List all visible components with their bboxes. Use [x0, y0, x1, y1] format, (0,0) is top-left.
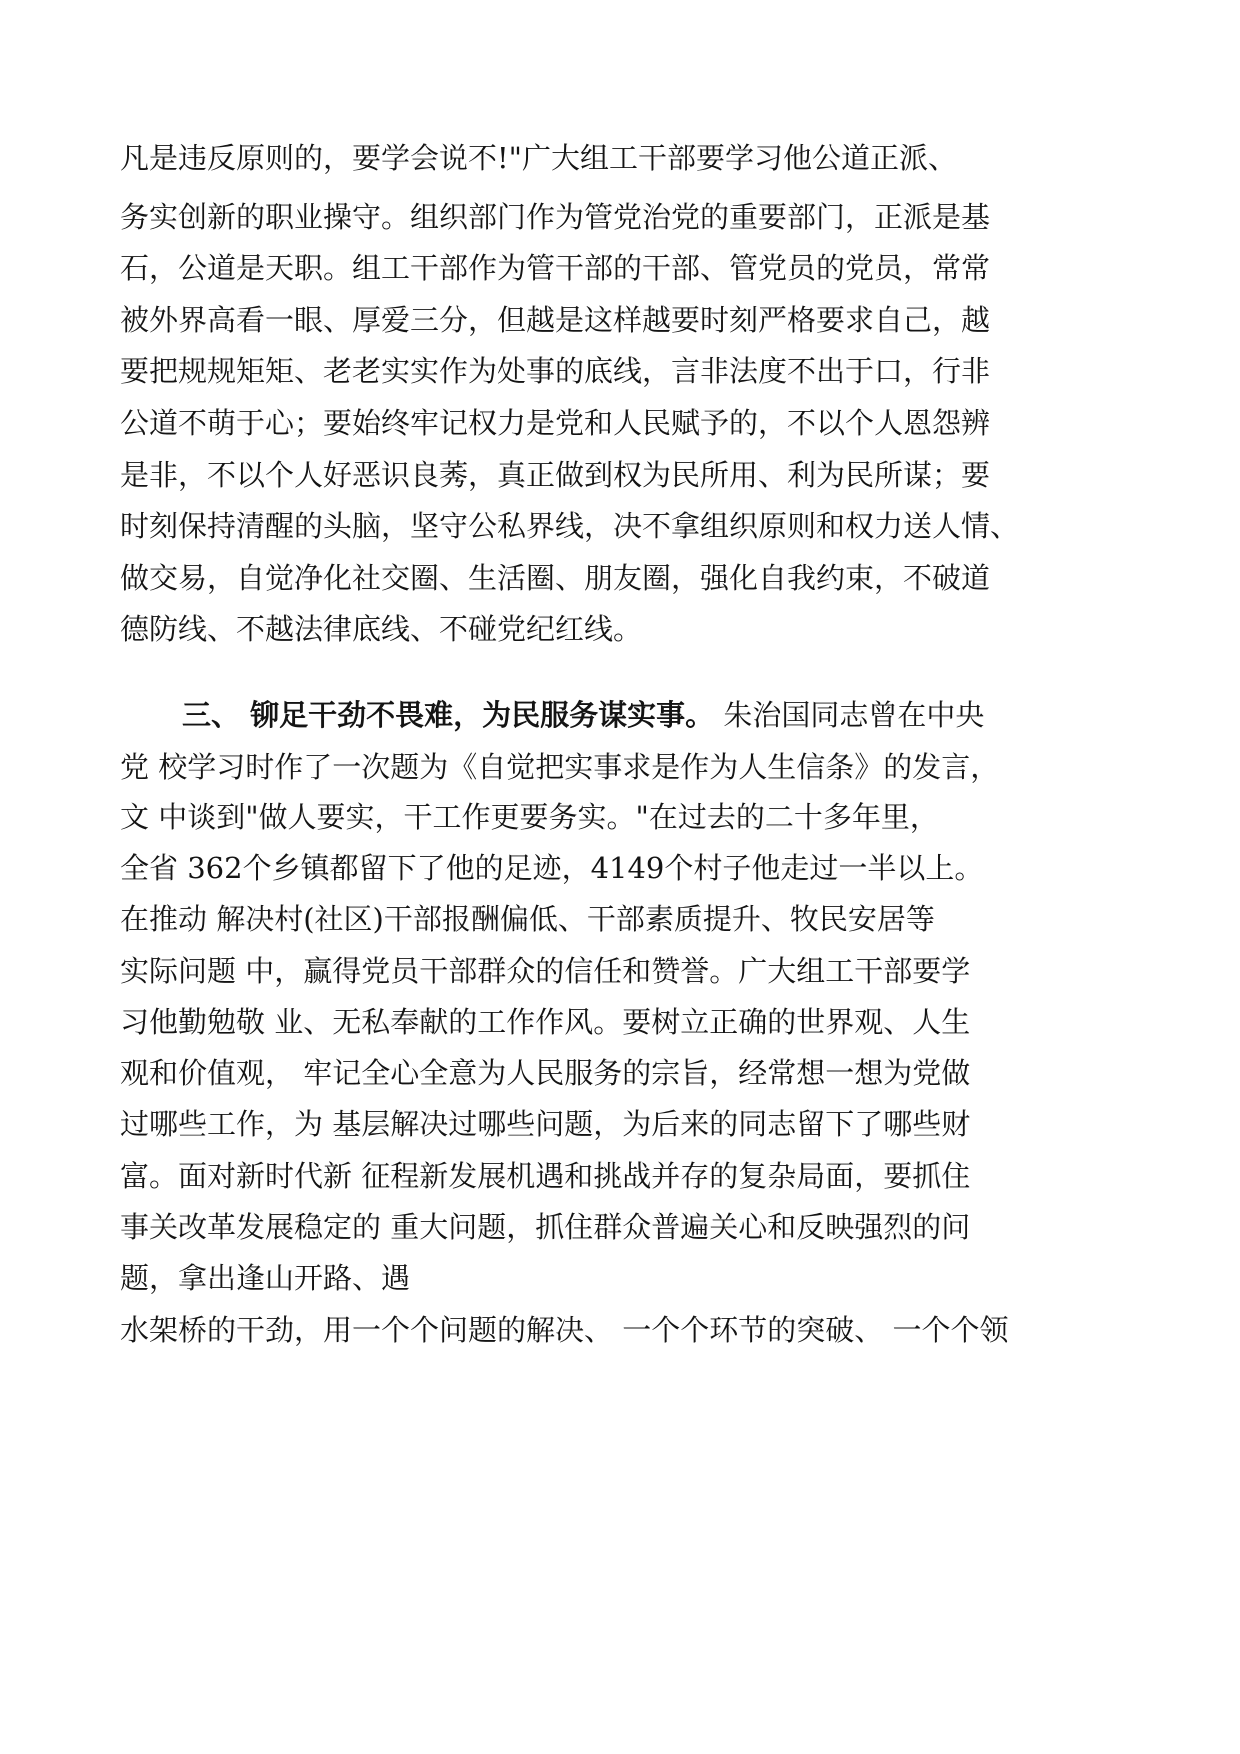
- paragraph-line: 是非，不以个人好恶识良莠，真正做到权为民所用、利为民所谋；要: [120, 458, 991, 492]
- paragraph-line: 党 校学习时作了一次题为《自觉把实事求是作为人生信条》的发言，: [120, 750, 1000, 784]
- paragraph-line: 要把规规矩矩、老老实实作为处事的底线，言非法度不出于口，行非: [120, 354, 991, 388]
- paragraph-line: 做交易，自觉净化社交圈、生活圈、朋友圈，强化自我约束，不破道: [120, 561, 991, 595]
- paragraph-line: 务实创新的职业操守。组织部门作为管党治党的重要部门，正派是基: [120, 200, 991, 234]
- paragraph-line: 习他勤勉敬 业、无私奉献的工作作风。要树立正确的世界观、人生: [120, 1005, 971, 1039]
- paragraph-line: 石，公道是天职。组工干部作为管干部的干部、管党员的党员，常常: [120, 251, 991, 285]
- paragraph-line: 富。面对新时代新 征程新发展机遇和挑战并存的复杂局面，要抓住: [120, 1159, 971, 1193]
- paragraph-line: 文 中谈到"做人要实，干工作更要务实。"在过去的二十多年里，: [120, 800, 939, 834]
- paragraph-line: 全省 362个乡镇都留下了他的足迹，4149个村子他走过一半以上。: [120, 851, 984, 885]
- paragraph-line: 事关改革发展稳定的 重大问题，抓住群众普遍关心和反映强烈的问: [120, 1210, 971, 1244]
- paragraph-line: 被外界高看一眼、厚爱三分，但越是这样越要时刻严格要求自己，越: [120, 303, 991, 337]
- section-heading: 三、 铆足干劲不畏难，为民服务谋实事。: [182, 698, 715, 732]
- paragraph-line: 观和价值观， 牢记全心全意为人民服务的宗旨，经常想一想为党做: [120, 1056, 971, 1090]
- paragraph-line: 题，拿出逢山开路、遇: [120, 1261, 411, 1295]
- paragraph-line: 时刻保持清醒的头脑，坚守公私界线，决不拿组织原则和权力送人情、: [120, 509, 1020, 543]
- paragraph-line: 在推动 解决村(社区)干部报酬偏低、干部素质提升、牧民安居等: [120, 902, 935, 936]
- paragraph-line: 德防线、不越法律底线、不碰党纪红线。: [120, 612, 643, 646]
- paragraph-line: 凡是违反原则的，要学会说不!"广大组工干部要学习他公道正派、: [120, 141, 957, 175]
- section-heading-line: [182, 695, 984, 735]
- paragraph-line: 水架桥的干劲，用一个个问题的解决、 一个个环节的突破、 一个个领: [120, 1313, 1009, 1347]
- paragraph-line: 过哪些工作，为 基层解决过哪些问题，为后来的同志留下了哪些财: [120, 1107, 971, 1141]
- paragraph-line: 实际问题 中，赢得党员干部群众的信任和赞誉。广大组工干部要学: [120, 954, 971, 988]
- paragraph-line: 公道不萌于心；要始终牢记权力是党和人民赋予的，不以个人恩怨辨: [120, 406, 991, 440]
- section-heading-tail: 朱治国同志曾在中央: [714, 698, 985, 732]
